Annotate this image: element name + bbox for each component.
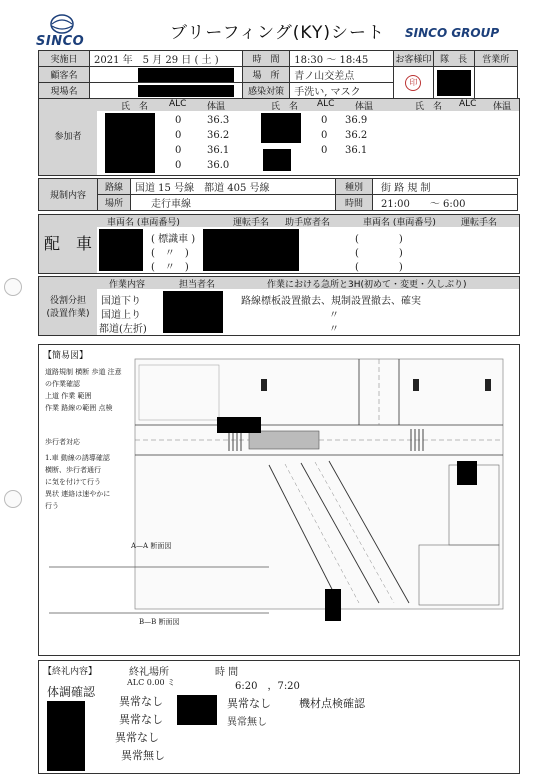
- chief-stamp-label: 隊 長: [433, 51, 474, 67]
- diagram-note-1: 道路規制 横断 歩道 注意: [45, 368, 122, 376]
- p2-alc-2: 0: [321, 130, 328, 141]
- col-notes: 作業における急所と3H(初めて・変更・久しぶり): [267, 280, 467, 290]
- vehicle-right-1: ( ): [355, 234, 403, 245]
- col-work: 作業内容: [109, 280, 146, 290]
- col-temp-2: 体温: [355, 102, 374, 112]
- p2-alc-3: 0: [321, 145, 328, 156]
- closing-time-label: 時 間: [215, 667, 239, 678]
- infection-label: 感染対策: [242, 83, 290, 99]
- role-notes-1: 路線標板設置撤去、規制設置撤去、確実: [241, 296, 421, 307]
- roles-label: 役割分担 (設置作業): [39, 277, 97, 335]
- date-label: 実施日: [39, 51, 90, 67]
- col-driver-1: 運転手名: [233, 218, 270, 228]
- p2-alc-1: 0: [321, 115, 328, 126]
- participants-header: [97, 99, 519, 111]
- regulation-table: [38, 178, 518, 211]
- p1-alc-4: 0: [175, 160, 182, 171]
- logo-globe-icon: [50, 14, 74, 34]
- date-value: 2021 年 5 月 29 日 ( 土 ): [90, 51, 243, 67]
- participants-names-redacted-1: [105, 113, 155, 173]
- office-stamp-label: 営業所: [474, 51, 517, 67]
- client-stamp-label: お客様印: [393, 51, 433, 67]
- col-name-1: 氏 名: [121, 102, 149, 112]
- col-temp-1: 体温: [207, 102, 226, 112]
- diagram-note-7: 1.車 動線の誘導確認: [45, 454, 110, 462]
- diagram-note-2: の作業確認: [45, 380, 80, 388]
- site-value: [90, 83, 243, 99]
- vehicles-section: [38, 214, 520, 274]
- closing-time-value: 6:20 ，7:20: [235, 681, 300, 692]
- vehicle-plates-redacted: [99, 229, 143, 271]
- vehicles-header: [97, 215, 519, 227]
- role-work-1: 国道下り: [101, 296, 141, 307]
- col-person: 担当者名: [179, 280, 216, 290]
- role-work-2: 国道上り: [101, 310, 141, 321]
- p2-temp-3: 36.1: [345, 145, 368, 156]
- col-alc-1: ALC: [169, 99, 187, 109]
- diagram-note-9: に気を付けて行う: [45, 478, 101, 486]
- section-b-label: B—B 断面図: [139, 618, 180, 626]
- roles-section: [38, 276, 520, 336]
- closing-section: [38, 660, 520, 774]
- col-assistant-1: 助手席者名: [285, 218, 331, 228]
- punch-hole-bottom: [4, 490, 22, 508]
- col-name-3: 氏 名: [415, 102, 443, 112]
- vehicle-right-2: ( ): [355, 248, 403, 259]
- vehicles-label: 配 車: [39, 215, 97, 273]
- p2-temp-2: 36.2: [345, 130, 368, 141]
- diagram-redacted-2: [457, 461, 477, 485]
- check-line-2: 異常なし: [119, 713, 163, 726]
- diagram-note-8: 横断、歩行者通行: [45, 466, 101, 474]
- time-value: 18:30 ～ 18:45: [290, 51, 394, 67]
- roles-persons-redacted: [163, 291, 223, 333]
- check-line-3: 異常なし: [115, 731, 159, 744]
- office-stamp-cell: [474, 67, 517, 99]
- roles-header: [97, 277, 519, 289]
- punch-hole-top: [4, 278, 22, 296]
- site-label: 現場名: [39, 83, 90, 99]
- reg-time-value: 21:00 ～ 6:00: [373, 195, 518, 211]
- sinco-logo: [34, 14, 94, 50]
- vehicle-drivers-redacted: [203, 229, 299, 271]
- sheet-title: ブリーフィング(KY)シート: [170, 23, 385, 43]
- role-notes-3: 〃: [329, 324, 339, 335]
- p1-alc-2: 0: [175, 130, 182, 141]
- reg-time-label: 時間: [336, 195, 373, 211]
- diagram-note-10: 異状 連絡は速やかに: [45, 490, 111, 498]
- col-name-2: 氏 名: [271, 102, 299, 112]
- diagram-note-3: 上道 作業 範囲: [45, 392, 92, 400]
- place-value: 青ノ山交差点: [290, 67, 394, 83]
- type-label: 種別: [336, 179, 373, 195]
- col-alc-3: ALC: [459, 99, 477, 109]
- closing-place-label: 終礼場所: [129, 667, 169, 678]
- info-table: [38, 50, 518, 99]
- route-label: 路線: [98, 179, 131, 195]
- chief-stamp-cell: [433, 67, 474, 99]
- diagram-note-4: 作業 路線の範囲 点検: [45, 404, 113, 412]
- col-temp-3: 体温: [493, 102, 512, 112]
- infection-value: 手洗い, マスク: [290, 83, 394, 99]
- p2-temp-1: 36.9: [345, 115, 368, 126]
- role-notes-2: 〃: [329, 310, 339, 321]
- closing-names-redacted-2: [177, 695, 217, 725]
- time-label: 時 間: [242, 51, 290, 67]
- repair-note: 機材点検確認: [299, 697, 365, 710]
- p1-temp-2: 36.2: [207, 130, 230, 141]
- role-work-3: 都道(左折): [99, 324, 147, 335]
- type-value: 街 路 規 制: [373, 179, 518, 195]
- participants-label: 参加者: [39, 99, 97, 175]
- diagram-redacted-3: [325, 589, 341, 621]
- p1-temp-4: 36.0: [207, 160, 230, 171]
- vehicle-left-2: ( 〃 ): [151, 248, 189, 259]
- participants-names-redacted-2: [261, 113, 301, 143]
- p1-alc-1: 0: [175, 115, 182, 126]
- participants-section: [38, 98, 520, 176]
- right-line-1: 異常なし: [227, 697, 271, 710]
- vehicle-left-1: ( 標識車 ): [151, 234, 196, 245]
- col-vehicle-2: 車両名 (車両番号): [363, 218, 436, 228]
- route-value: 国道 15 号線 都道 405 号線: [131, 179, 336, 195]
- col-alc-2: ALC: [317, 99, 335, 109]
- right-line-2: 異常無し: [227, 717, 267, 728]
- logo-left-text: SINCO: [36, 34, 85, 49]
- client-label: 顧客名: [39, 67, 90, 83]
- alc-value: ALC 0.00 ミ: [127, 678, 176, 687]
- vehicle-left-3: ( 〃 ): [151, 262, 189, 273]
- diagram-redacted-1: [217, 417, 261, 433]
- check-line-4: 異常無し: [121, 749, 165, 762]
- diagram-note-11: 行う: [45, 502, 59, 510]
- col-vehicle-1: 車両名 (車両番号): [107, 218, 180, 228]
- diagram-note-6: 歩行者対応: [45, 438, 80, 446]
- diagram-label: 【簡易図】: [43, 351, 89, 361]
- diagram-section: [38, 344, 520, 656]
- check-line-1: 異常なし: [119, 695, 163, 708]
- p1-alc-3: 0: [175, 145, 182, 156]
- place-label: 場 所: [242, 67, 290, 83]
- stamp-glyph: 印: [405, 75, 421, 91]
- road-map-drawing: [39, 345, 519, 655]
- vehicle-right-3: ( ): [355, 262, 403, 273]
- health-check-label: 体調確認: [47, 685, 96, 699]
- client-stamp-cell: [393, 67, 433, 99]
- reg-place-value: 走行車線: [131, 195, 336, 211]
- p1-temp-1: 36.3: [207, 115, 230, 126]
- closing-names-redacted-1: [47, 701, 85, 771]
- participants-names-redacted-3: [263, 149, 291, 171]
- regulation-label: 規制内容: [39, 179, 98, 211]
- client-value: [90, 67, 243, 83]
- section-a-label: A—A 断面図: [131, 542, 172, 550]
- reg-place-label: 場所: [98, 195, 131, 211]
- sinco-group-logo: SINCO GROUP: [405, 26, 500, 40]
- col-driver-2: 運転手名: [461, 218, 498, 228]
- closing-label: 【終礼内容】: [43, 667, 98, 677]
- p1-temp-3: 36.1: [207, 145, 230, 156]
